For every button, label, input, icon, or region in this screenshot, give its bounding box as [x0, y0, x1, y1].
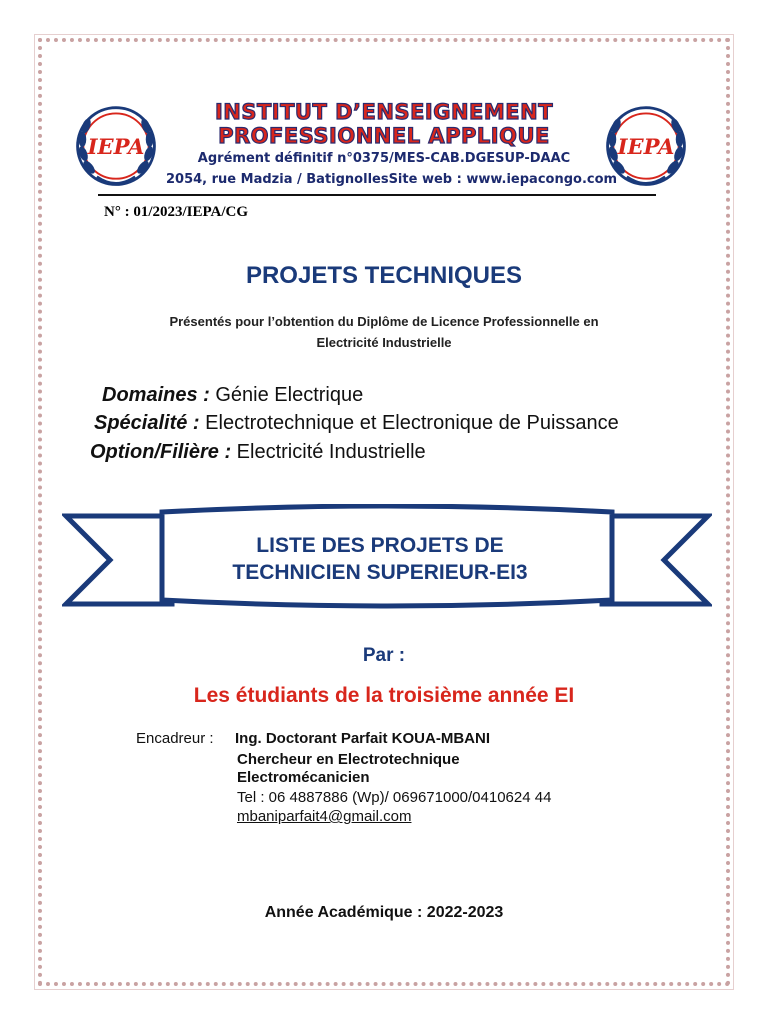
specialite-value: Electrotechnique et Electronique de Puissance: [199, 412, 619, 434]
domaines-value: Génie Electrique: [209, 384, 364, 406]
option-value: Electricité Industrielle: [231, 441, 426, 463]
domaines-row: [102, 384, 363, 407]
presented-for-text: [84, 311, 684, 353]
agrement-text: Agrément définitif n°0375/MES-CAB.DGESUP-DAAC: [197, 151, 571, 166]
iepa-logo-left-icon: [68, 100, 164, 196]
encadreur-name: Ing. Doctorant Parfait KOUA-MBANI: [235, 730, 490, 747]
students-text: Les étudiants de la troisième année EI: [193, 684, 575, 707]
par-label: Par :: [362, 645, 406, 666]
svg-text:IEPA: IEPA: [617, 133, 675, 159]
banner-title: [170, 532, 590, 586]
option-row: [90, 441, 426, 464]
institute-name-line2: PROFESSIONNEL APPLIQUE: [218, 124, 550, 148]
document-title: PROJETS TECHNIQUES: [245, 262, 523, 289]
header-divider: [98, 194, 656, 196]
encadreur-role2: Electromécanicien: [237, 769, 370, 786]
academic-year: Année Académique : 2022-2023: [264, 904, 504, 921]
encadreur-role1: Chercheur en Electrotechnique: [237, 751, 460, 768]
presented-line2: Electricité Industrielle: [316, 335, 452, 350]
banner-line2: TECHNICIEN SUPERIEUR-EI3: [232, 561, 528, 584]
specialite-row: [94, 412, 619, 435]
banner-line1: LISTE DES PROJETS DE: [256, 534, 504, 557]
domaines-label: Domaines :: [102, 384, 210, 406]
institute-name-line1: INSTITUT D’ENSEIGNEMENT: [214, 100, 554, 124]
address-text: 2054, rue Madzia / BatignollesSite web : www.iepacongo.com: [166, 172, 618, 187]
encadreur-email-link[interactable]: mbaniparfait4@gmail.com: [237, 808, 412, 825]
option-label: Option/Filière :: [90, 441, 232, 463]
encadreur-phone: Tel : 06 4887886 (Wp)/ 069671000/0410624 44: [237, 789, 552, 806]
encadreur-label: Encadreur :: [136, 730, 214, 747]
reference-number: N° : 01/2023/IEPA/CG: [104, 204, 249, 220]
presented-line1: Présentés pour l’obtention du Diplôme de Licence Professionnelle en: [169, 314, 599, 329]
specialite-label: Spécialité :: [94, 412, 200, 434]
svg-text:IEPA: IEPA: [87, 133, 145, 159]
